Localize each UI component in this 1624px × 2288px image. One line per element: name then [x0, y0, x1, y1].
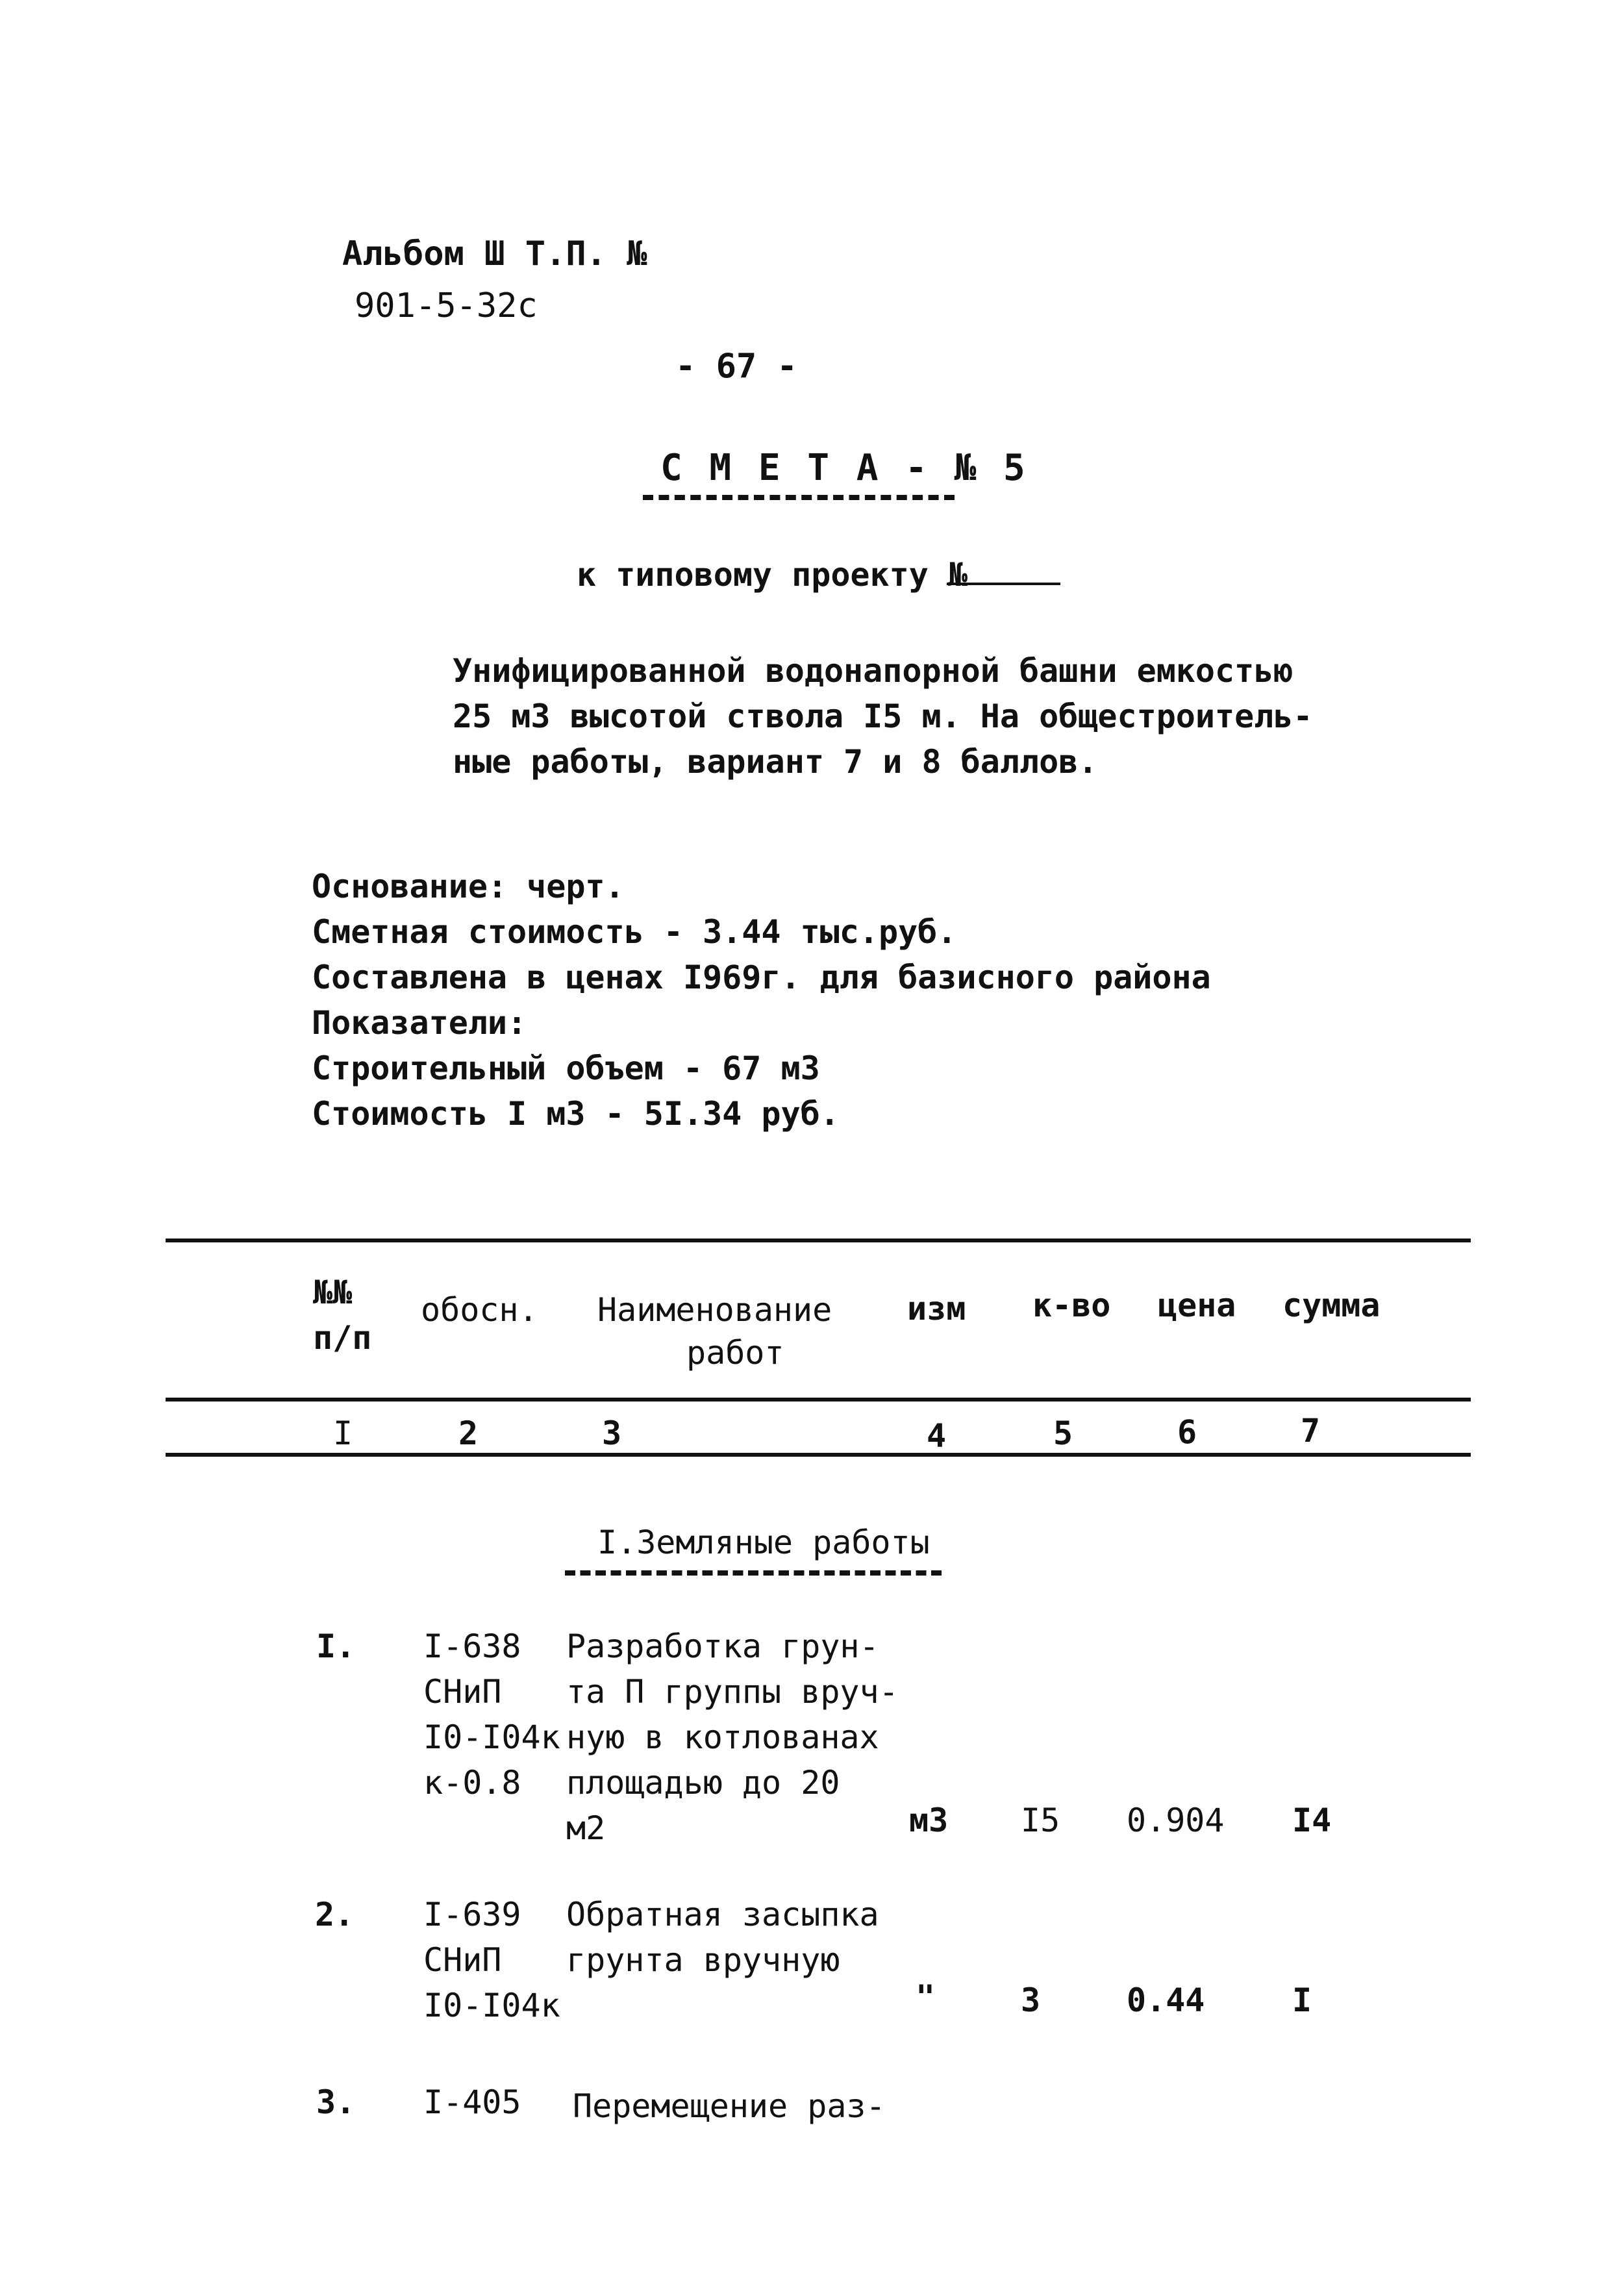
row1-name-line4: площадью до 20 [566, 1764, 840, 1802]
table-top-rule [166, 1238, 1471, 1242]
row1-basis-line1: I-638 [423, 1628, 521, 1665]
row1-basis-line2: СНиП [423, 1673, 502, 1711]
row2-name-line1: Обратная засыпка [566, 1896, 879, 1933]
estimate-heading: С М Е Т А - № 5 [660, 447, 1028, 489]
row1-basis-line4: к-0.8 [423, 1764, 521, 1802]
row1-name-line2: та П группы вруч- [566, 1673, 899, 1711]
table-column-number-rule [166, 1453, 1471, 1457]
row1-num: I. [316, 1628, 356, 1665]
header-name-line1: Наименование [597, 1291, 832, 1329]
heading-dashed-underline [643, 495, 955, 500]
row1-name-line1: Разработка грун- [566, 1628, 879, 1665]
row1-name-line5: м2 [566, 1809, 606, 1847]
row2-basis-line3: I0-I04к [423, 1987, 560, 2024]
row3-num: 3. [316, 2083, 356, 2121]
section-title: I.Земляные работы [597, 1524, 930, 1561]
col-number-5: 5 [1053, 1414, 1073, 1452]
row1-basis-line3: I0-I04к [423, 1718, 560, 1756]
row3-name-line1: Перемещение раз- [573, 2087, 886, 2125]
header-basis: обосн. [421, 1291, 538, 1329]
col-number-3: 3 [602, 1414, 622, 1452]
header-qty: к-во [1032, 1287, 1111, 1324]
row2-basis-line1: I-639 [423, 1896, 521, 1933]
info-unit-cost: Стоимость I м3 - 5I.34 руб. [312, 1095, 840, 1133]
row2-qty: 3 [1021, 1981, 1041, 2019]
project-reference: к типовому проекту № [577, 556, 968, 594]
info-estimated-cost: Сметная стоимость - 3.44 тыс.руб. [312, 913, 957, 951]
row2-price: 0.44 [1127, 1981, 1205, 2019]
album-label: Альбом Ш Т.П. № [342, 234, 647, 273]
project-number-blank [947, 583, 1060, 585]
row2-name-line2: грунта вручную [566, 1941, 840, 1979]
row2-num: 2. [315, 1896, 355, 1933]
header-name-line2: работ [686, 1334, 784, 1372]
header-num-line1: №№ [313, 1274, 353, 1311]
row2-basis-line2: СНиП [423, 1941, 502, 1979]
description-line-2: 25 м3 высотой ствола I5 м. На общестроитель- [453, 698, 1313, 735]
info-indicators: Показатели: [312, 1004, 527, 1042]
col-number-6: 6 [1177, 1413, 1197, 1451]
col-number-7: 7 [1301, 1412, 1321, 1450]
row2-sum: I [1292, 1981, 1312, 2019]
album-number: 901-5-32с [355, 286, 538, 325]
info-basis: Основание: черт. [312, 868, 625, 905]
col-number-1: I [333, 1414, 353, 1452]
header-price: цена [1158, 1287, 1236, 1324]
page-number: - 67 - [675, 347, 797, 386]
row2-unit-ditto: " [916, 1978, 936, 2016]
table-header-rule [166, 1398, 1471, 1402]
row1-sum: I4 [1292, 1802, 1332, 1839]
row1-name-line3: ную в котлованах [566, 1718, 879, 1756]
header-unit: изм [907, 1290, 966, 1327]
info-volume: Строительный объем - 67 м3 [312, 1050, 820, 1087]
row1-unit: м3 [909, 1802, 949, 1839]
description-line-1: Унифицированной водонапорной башни емкостью [453, 652, 1293, 690]
header-num-line2: п/п [313, 1319, 372, 1357]
col-number-4: 4 [927, 1417, 947, 1455]
row3-basis-line1: I-405 [423, 2083, 521, 2121]
header-sum: сумма [1282, 1287, 1380, 1324]
info-prices: Составлена в ценах I969г. для базисного района [312, 959, 1211, 996]
description-line-3: ные работы, вариант 7 и 8 баллов. [453, 743, 1098, 781]
row1-qty: I5 [1021, 1802, 1060, 1839]
section-dashed-underline [565, 1570, 942, 1576]
row1-price: 0.904 [1127, 1802, 1225, 1839]
col-number-2: 2 [458, 1414, 479, 1452]
